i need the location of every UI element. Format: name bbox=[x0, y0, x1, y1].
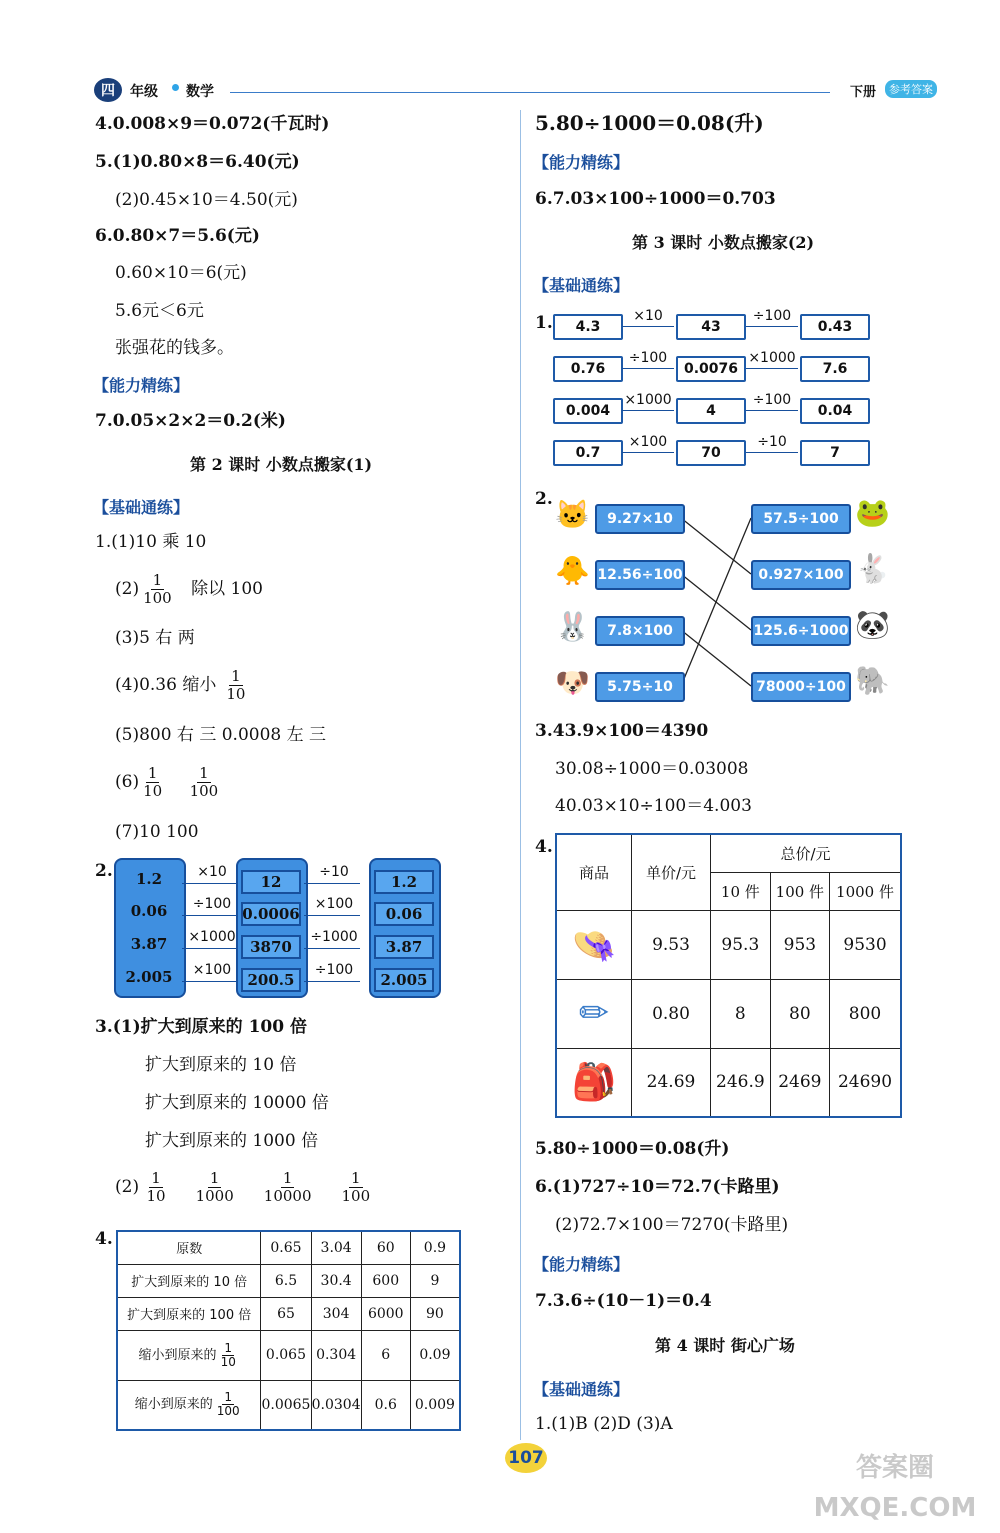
header-total: 总价/元 bbox=[711, 834, 902, 872]
number-value: 3870 bbox=[241, 935, 301, 959]
operation-label: ÷100 bbox=[628, 350, 668, 366]
fraction bbox=[147, 1170, 166, 1205]
lesson-2-title: 第 2 课时 小数点搬家(1) bbox=[190, 455, 373, 474]
pencil-icon: ✏ bbox=[556, 979, 632, 1048]
cat-icon: 🐱 bbox=[555, 498, 590, 531]
table-row bbox=[117, 1380, 460, 1430]
value-box: 0.7 bbox=[553, 440, 623, 466]
number-value: 1.2 bbox=[374, 870, 434, 894]
table-cell: 30.4 bbox=[311, 1264, 361, 1297]
table-cell: 8 bbox=[711, 979, 771, 1048]
arrow-line bbox=[182, 915, 238, 916]
table-cell: 0.9 bbox=[410, 1231, 460, 1264]
arrow-line bbox=[182, 883, 238, 884]
denominator: 10000 bbox=[263, 1187, 312, 1205]
q1-6-prefix: (6) bbox=[115, 772, 140, 792]
header-qty: 100 件 bbox=[770, 872, 829, 910]
denominator: 10 bbox=[146, 1187, 166, 1205]
number-value: 3.87 bbox=[130, 935, 168, 953]
right-section-basic-2: 【基础通练】 bbox=[533, 1380, 630, 1399]
fraction bbox=[342, 1170, 371, 1205]
right-answer-6b: (2)72.7×100＝7270(卡路里) bbox=[555, 1215, 789, 1235]
q3-c: 扩大到原来的 10000 倍 bbox=[145, 1093, 329, 1113]
operation-label: ×1000 bbox=[188, 929, 236, 945]
numerator: 1 bbox=[209, 1169, 220, 1187]
row-label: 扩大到原来的 100 倍 bbox=[117, 1297, 261, 1330]
rabbit-icon: 🐰 bbox=[555, 610, 590, 643]
q1-4 bbox=[115, 668, 249, 703]
table-cell: 246.9 bbox=[711, 1048, 771, 1117]
table-row bbox=[117, 1264, 460, 1297]
value-box: 4 bbox=[676, 398, 746, 424]
panda-icon: 🐼 bbox=[855, 608, 890, 641]
expression-box: 125.6÷1000 bbox=[751, 616, 851, 646]
table-cell: 9.53 bbox=[632, 910, 711, 979]
table-cell: 65 bbox=[261, 1297, 311, 1330]
table-row bbox=[556, 979, 901, 1048]
value-box: 0.04 bbox=[800, 398, 870, 424]
value-box: 7.6 bbox=[800, 356, 870, 382]
answer-6a: 6.0.80×7＝5.6(元) bbox=[95, 226, 260, 246]
table-cell: 80 bbox=[770, 979, 829, 1048]
table-cell: 0.0304 bbox=[311, 1380, 361, 1430]
fraction bbox=[221, 1342, 236, 1369]
arrow-line bbox=[304, 948, 360, 949]
fraction bbox=[226, 668, 245, 703]
table-cell: 0.6 bbox=[361, 1380, 410, 1430]
right-section-ability-2: 【能力精练】 bbox=[533, 1255, 630, 1274]
denominator: 10 bbox=[226, 685, 246, 703]
table-cell: 0.065 bbox=[261, 1330, 311, 1380]
dog-icon: 🐶 bbox=[555, 666, 590, 699]
right-q2-matching bbox=[555, 490, 900, 710]
value-box: 0.43 bbox=[800, 314, 870, 340]
number-value: 2.005 bbox=[125, 968, 173, 986]
q3-a: 3.(1)扩大到原来的 100 倍 bbox=[95, 1017, 307, 1037]
row-label-text: 缩小到原来的 bbox=[134, 1397, 213, 1413]
table-cell: 0.65 bbox=[261, 1231, 311, 1264]
answer-badge: 参考答案 bbox=[885, 80, 937, 98]
arrow-line bbox=[746, 368, 798, 369]
value-box: 0.76 bbox=[553, 356, 623, 382]
q4-table bbox=[116, 1230, 461, 1431]
answer-5b: (2)0.45×10＝4.50(元) bbox=[115, 190, 298, 210]
expression-box: 57.5÷100 bbox=[751, 504, 851, 534]
operation-label: ÷100 bbox=[192, 896, 232, 912]
expression-box: 0.927×100 bbox=[751, 560, 851, 590]
value-box: 43 bbox=[676, 314, 746, 340]
elephant-icon: 🐘 bbox=[855, 664, 890, 697]
q1-2-text: 除以 100 bbox=[191, 579, 263, 599]
q2-label: 2. bbox=[95, 861, 113, 881]
value-box: 0.0076 bbox=[676, 356, 746, 382]
operation-label: ÷1000 bbox=[310, 929, 358, 945]
numerator: 1 bbox=[224, 1390, 233, 1405]
table-cell: 0.80 bbox=[632, 979, 711, 1048]
operation-label: ÷100 bbox=[752, 392, 792, 408]
q1-3: (3)5 右 两 bbox=[115, 628, 195, 648]
q1-1: 1.(1)10 乘 10 bbox=[95, 532, 207, 552]
denominator: 100 bbox=[341, 1187, 371, 1205]
operation-label: ×100 bbox=[628, 434, 668, 450]
value-box: 0.004 bbox=[553, 398, 623, 424]
number-value: 0.06 bbox=[374, 902, 434, 926]
right-q1-label: 1. bbox=[535, 313, 553, 333]
right-q3-c: 40.03×10÷100＝4.003 bbox=[555, 796, 752, 816]
table-row bbox=[556, 1048, 901, 1117]
header bbox=[90, 76, 950, 106]
match-line bbox=[681, 518, 751, 574]
numerator: 1 bbox=[151, 1169, 161, 1187]
table-cell: 90 bbox=[410, 1297, 460, 1330]
table-header-row bbox=[556, 834, 901, 872]
grade-badge: 四 bbox=[94, 78, 122, 102]
operation-label: ÷100 bbox=[314, 962, 354, 978]
numerator: 1 bbox=[224, 1340, 233, 1355]
denominator: 10 bbox=[220, 1354, 236, 1369]
numerator: 1 bbox=[199, 764, 209, 782]
volume-label: 下册 bbox=[850, 85, 877, 100]
table-cell: 60 bbox=[361, 1231, 410, 1264]
fraction bbox=[190, 765, 219, 800]
dot-icon bbox=[172, 84, 179, 91]
row-label: 原数 bbox=[117, 1231, 261, 1264]
fraction bbox=[217, 1391, 240, 1418]
row-label bbox=[117, 1330, 261, 1380]
watermark: 答案圈 MXQE.COM bbox=[813, 1453, 977, 1523]
value-box: 7 bbox=[800, 440, 870, 466]
right-q3-b: 30.08÷1000＝0.03008 bbox=[555, 759, 749, 779]
q1-2-prefix: (2) bbox=[115, 579, 140, 599]
table-row bbox=[117, 1330, 460, 1380]
lesson-4-title: 第 4 课时 街心广场 bbox=[655, 1336, 795, 1355]
expression-box: 12.56÷100 bbox=[595, 560, 685, 590]
fraction bbox=[143, 765, 162, 800]
table-cell: 24.69 bbox=[632, 1048, 711, 1117]
q3-e-prefix: (2) bbox=[115, 1177, 140, 1197]
header-price: 单价/元 bbox=[632, 834, 711, 910]
right-answer-7: 7.3.6÷(10－1)＝0.4 bbox=[535, 1291, 712, 1311]
arrow-line bbox=[304, 981, 360, 982]
q1-6 bbox=[115, 765, 222, 800]
operation-label: ×100 bbox=[192, 962, 232, 978]
chick-icon: 🐥 bbox=[555, 554, 590, 587]
row-label: 扩大到原来的 10 倍 bbox=[117, 1264, 261, 1297]
numerator: 1 bbox=[351, 1169, 361, 1187]
arrow-line bbox=[622, 326, 674, 327]
right-section-basic: 【基础通练】 bbox=[533, 276, 630, 295]
denominator: 100 bbox=[143, 589, 172, 607]
arrow-line bbox=[746, 410, 798, 411]
expression-box: 7.8×100 bbox=[595, 616, 685, 646]
table-cell: 6.5 bbox=[261, 1264, 311, 1297]
q4-label: 4. bbox=[95, 1229, 113, 1249]
operation-label: ×10 bbox=[633, 308, 663, 324]
table-cell: 953 bbox=[770, 910, 829, 979]
denominator: 10 bbox=[143, 782, 163, 800]
q3-b: 扩大到原来的 10 倍 bbox=[145, 1055, 297, 1075]
number-value: 0.06 bbox=[130, 902, 168, 920]
frog-icon: 🐸 bbox=[855, 496, 890, 529]
denominator: 1000 bbox=[195, 1187, 234, 1205]
answer-6d: 张强花的钱多。 bbox=[115, 338, 234, 358]
number-value: 2.005 bbox=[374, 968, 434, 992]
expression-box: 78000÷100 bbox=[751, 672, 851, 702]
table-cell: 24690 bbox=[830, 1048, 901, 1117]
grade-label: 年级 bbox=[130, 84, 158, 100]
arrow-line bbox=[304, 883, 360, 884]
operation-label: ÷100 bbox=[752, 308, 792, 324]
bunny-icon: 🐇 bbox=[855, 552, 890, 585]
arrow-line bbox=[746, 326, 798, 327]
section-basic: 【基础通练】 bbox=[93, 498, 190, 517]
number-value: 200.5 bbox=[241, 968, 301, 992]
right-q1-chains bbox=[550, 308, 880, 473]
arrow-line bbox=[622, 410, 674, 411]
right-answer-6a: 6.(1)727÷10＝72.7(卡路里) bbox=[535, 1177, 780, 1197]
answer-7: 7.0.05×2×2＝0.2(米) bbox=[95, 411, 286, 431]
arrow-line bbox=[622, 452, 674, 453]
value-box: 70 bbox=[676, 440, 746, 466]
arrow-line bbox=[182, 948, 238, 949]
fraction bbox=[196, 1170, 234, 1205]
right-answer-5: 5.80÷1000＝0.08(升) bbox=[535, 111, 764, 135]
operation-label: ×10 bbox=[197, 864, 227, 880]
fraction bbox=[143, 572, 172, 607]
header-qty: 10 件 bbox=[711, 872, 771, 910]
right-answer-5b: 5.80÷1000＝0.08(升) bbox=[535, 1139, 730, 1159]
answer-6b: 0.60×10＝6(元) bbox=[115, 263, 247, 283]
header-qty: 1000 件 bbox=[830, 872, 901, 910]
numerator: 1 bbox=[231, 667, 241, 685]
table-cell: 3.04 bbox=[311, 1231, 361, 1264]
right-answer-6: 6.7.03×100÷1000＝0.703 bbox=[535, 189, 776, 209]
table-cell: 0.09 bbox=[410, 1330, 460, 1380]
number-value: 12 bbox=[241, 870, 301, 894]
bag-icon: 🎒 bbox=[556, 1048, 632, 1117]
subject-label: 数学 bbox=[186, 84, 214, 100]
header-item: 商品 bbox=[556, 834, 632, 910]
q1-7: (7)10 100 bbox=[115, 822, 199, 842]
table-cell: 9530 bbox=[830, 910, 901, 979]
q1-2 bbox=[115, 572, 263, 607]
operation-label: ÷10 bbox=[319, 864, 349, 880]
operation-label: ÷10 bbox=[757, 434, 787, 450]
header-rule bbox=[230, 92, 830, 93]
number-value: 0.0006 bbox=[241, 902, 301, 926]
right-section-ability: 【能力精练】 bbox=[533, 153, 630, 172]
fraction bbox=[264, 1170, 312, 1205]
table-row bbox=[556, 910, 901, 979]
table-cell: 600 bbox=[361, 1264, 410, 1297]
table-cell: 0.304 bbox=[311, 1330, 361, 1380]
table-cell: 800 bbox=[830, 979, 901, 1048]
match-line bbox=[681, 630, 751, 686]
section-ability: 【能力精练】 bbox=[93, 376, 190, 395]
numerator: 1 bbox=[147, 764, 158, 782]
operation-label: ×1000 bbox=[624, 392, 672, 408]
row-label bbox=[117, 1380, 261, 1430]
right-q3-a: 3.43.9×100＝4390 bbox=[535, 721, 709, 741]
right-q2-label: 2. bbox=[535, 489, 553, 509]
table-cell: 6 bbox=[361, 1330, 410, 1380]
denominator: 100 bbox=[189, 782, 219, 800]
page-number: 107 bbox=[505, 1443, 547, 1473]
operation-label: ×1000 bbox=[748, 350, 796, 366]
table-cell: 0.009 bbox=[410, 1380, 460, 1430]
number-value: 1.2 bbox=[135, 870, 163, 888]
q3-e bbox=[115, 1170, 374, 1205]
value-box: 4.3 bbox=[553, 314, 623, 340]
hat-icon: 👒 bbox=[556, 910, 632, 979]
table-cell: 9 bbox=[410, 1264, 460, 1297]
arrow-line bbox=[622, 368, 674, 369]
operation-label: ×100 bbox=[314, 896, 354, 912]
arrow-line bbox=[746, 452, 798, 453]
answer-6c: 5.6元＜6元 bbox=[115, 301, 204, 321]
numerator: 1 bbox=[152, 571, 163, 589]
right-q4-label: 4. bbox=[535, 837, 553, 857]
q2-conversion-diagram bbox=[114, 858, 444, 998]
answer-4: 4.0.008×9＝0.072(千瓦时) bbox=[95, 114, 330, 134]
match-line bbox=[681, 518, 751, 686]
q3-d: 扩大到原来的 1000 倍 bbox=[145, 1131, 319, 1151]
lesson-3-title: 第 3 课时 小数点搬家(2) bbox=[632, 233, 815, 252]
price-table bbox=[555, 833, 902, 1118]
column-divider bbox=[520, 110, 521, 1440]
arrow-line bbox=[182, 981, 238, 982]
arrow-line bbox=[304, 915, 360, 916]
q1-5: (5)800 右 三 0.0008 左 三 bbox=[115, 725, 327, 745]
table-cell: 0.0065 bbox=[261, 1380, 311, 1430]
expression-box: 9.27×10 bbox=[595, 504, 685, 534]
table-cell: 2469 bbox=[770, 1048, 829, 1117]
answer-5a: 5.(1)0.80×8＝6.40(元) bbox=[95, 152, 300, 172]
table-cell: 95.3 bbox=[711, 910, 771, 979]
q1-4-text: (4)0.36 缩小 bbox=[115, 675, 217, 695]
number-value: 3.87 bbox=[374, 935, 434, 959]
denominator: 100 bbox=[216, 1404, 240, 1419]
right-answer-8: 1.(1)B (2)D (3)A bbox=[535, 1414, 673, 1434]
numerator: 1 bbox=[282, 1169, 293, 1187]
table-row bbox=[117, 1231, 460, 1264]
table-row bbox=[117, 1297, 460, 1330]
expression-box: 5.75÷10 bbox=[595, 672, 685, 702]
row-label-text: 缩小到原来的 bbox=[138, 1347, 217, 1363]
table-cell: 304 bbox=[311, 1297, 361, 1330]
table-cell: 6000 bbox=[361, 1297, 410, 1330]
